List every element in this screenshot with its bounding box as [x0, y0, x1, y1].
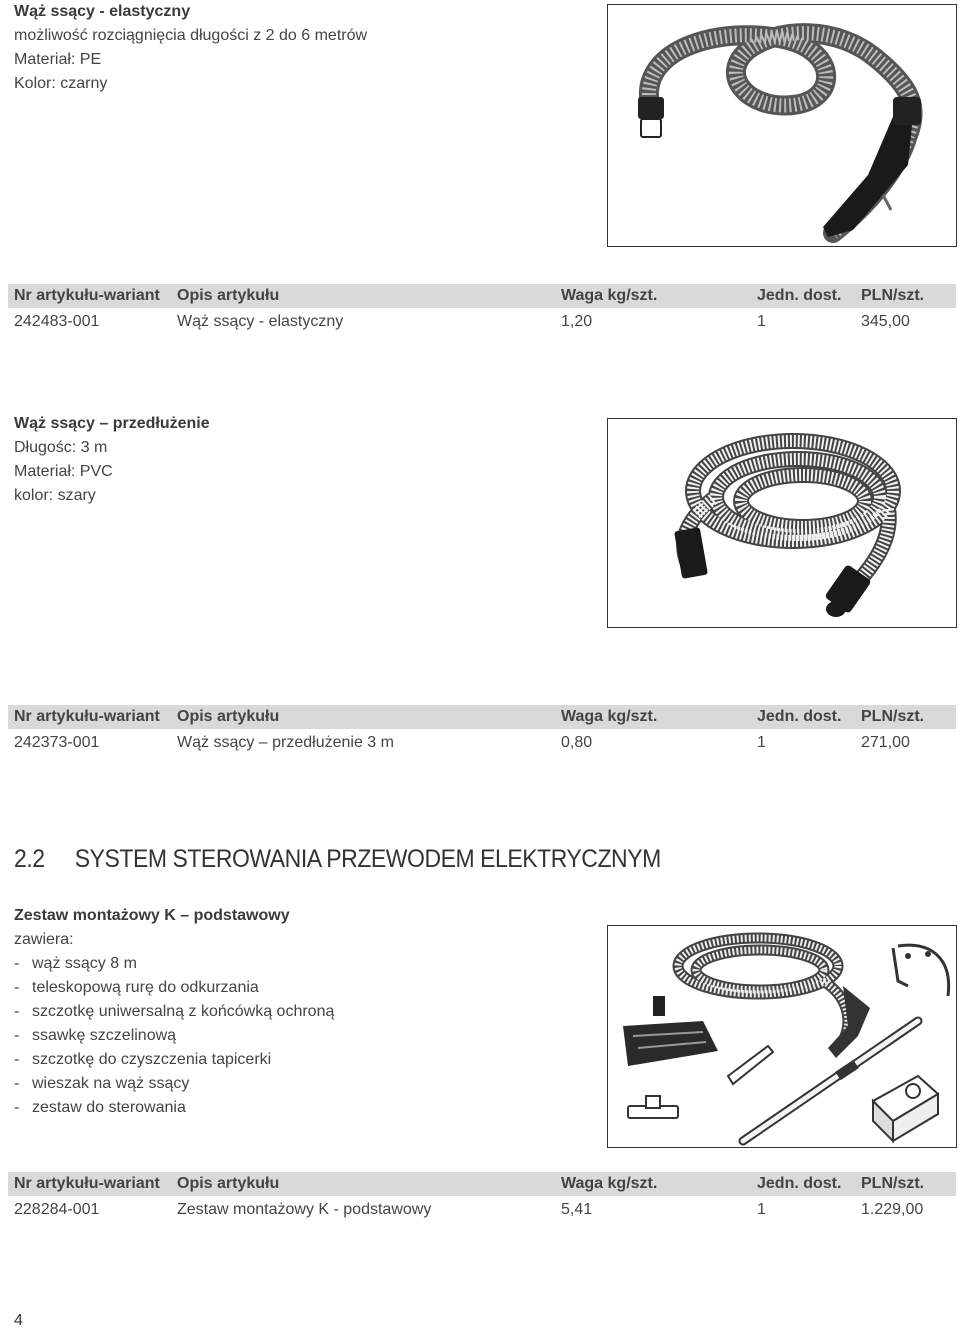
cell-description: Wąż ssący – przedłużenie 3 m — [177, 734, 394, 751]
product-detail-line: Materiał: PE — [14, 51, 102, 68]
page-number: 4 — [14, 1312, 23, 1329]
product-detail-line: Długośc: 3 m — [14, 439, 108, 456]
cell-weight: 1,20 — [561, 313, 593, 330]
cell-article-number: 242483-001 — [14, 313, 100, 330]
product-title: Wąż ssący – przedłużenie — [14, 415, 210, 432]
cell-unit: 1 — [757, 1201, 766, 1218]
cell-price: 1.229,00 — [861, 1201, 924, 1218]
header-weight: Waga kg/szt. — [561, 1175, 658, 1192]
cell-price: 271,00 — [861, 734, 910, 751]
section-heading — [14, 842, 661, 876]
cell-unit: 1 — [757, 313, 766, 330]
list-item: - szczotkę do czyszczenia tapicerki — [14, 1048, 574, 1072]
header-description: Opis artykułu — [177, 1175, 280, 1192]
product-description — [14, 904, 574, 1120]
cell-article-number: 228284-001 — [14, 1201, 100, 1218]
section-title: SYSTEM STEROWANIA PRZEWODEM ELEKTRYCZNYM — [74, 845, 661, 873]
cell-weight: 5,41 — [561, 1201, 593, 1218]
list-item: - wieszak na wąż ssący — [14, 1072, 574, 1096]
table-header — [8, 284, 956, 308]
product-description — [14, 412, 574, 508]
header-price: PLN/szt. — [861, 287, 925, 304]
header-article-number: Nr artykułu-wariant — [14, 1175, 160, 1192]
list-item: - teleskopową rurę do odkurzania — [14, 976, 574, 1000]
list-item: - wąż ssący 8 m — [14, 952, 574, 976]
list-item: - ssawkę szczelinową — [14, 1024, 574, 1048]
product-detail-line: zawiera: — [14, 931, 74, 948]
kit-contents-list — [14, 952, 574, 1120]
cell-description: Zestaw montażowy K - podstawowy — [177, 1201, 432, 1218]
product-detail-line: możliwość rozciągnięcia długości z 2 do 6 metrów — [14, 27, 368, 44]
product-detail-line: Kolor: czarny — [14, 75, 108, 92]
header-weight: Waga kg/szt. — [561, 708, 658, 725]
header-price: PLN/szt. — [861, 1175, 925, 1192]
list-item: - szczotkę uniwersalną z końcówką ochroną — [14, 1000, 574, 1024]
product-description — [14, 0, 574, 96]
installation-kit-illustration — [608, 926, 956, 1147]
header-article-number: Nr artykułu-wariant — [14, 708, 160, 725]
table-header — [8, 705, 956, 729]
list-item: - zestaw do sterowania — [14, 1096, 574, 1120]
table-header — [8, 1172, 956, 1196]
header-unit: Jedn. dost. — [757, 287, 842, 304]
product-detail-line: kolor: szary — [14, 487, 96, 504]
cell-description: Wąż ssący - elastyczny — [177, 313, 344, 330]
cell-article-number: 242373-001 — [14, 734, 100, 751]
header-unit: Jedn. dost. — [757, 1175, 842, 1192]
cell-weight: 0,80 — [561, 734, 593, 751]
header-article-number: Nr artykułu-wariant — [14, 287, 160, 304]
cell-price: 345,00 — [861, 313, 910, 330]
header-price: PLN/szt. — [861, 708, 925, 725]
black-flexible-hose-illustration — [608, 5, 956, 246]
product-detail-line: Materiał: PVC — [14, 463, 113, 480]
product-image-frame — [607, 418, 957, 628]
header-unit: Jedn. dost. — [757, 708, 842, 725]
product-image-frame — [607, 925, 957, 1148]
product-title: Zestaw montażowy K – podstawowy — [14, 907, 290, 924]
grey-coiled-hose-illustration — [608, 419, 956, 627]
table-row — [8, 731, 956, 755]
header-description: Opis artykułu — [177, 287, 280, 304]
header-description: Opis artykułu — [177, 708, 280, 725]
product-image-frame — [607, 4, 957, 247]
table-row — [8, 310, 956, 334]
product-title: Wąż ssący - elastyczny — [14, 3, 191, 20]
table-row — [8, 1198, 956, 1222]
header-weight: Waga kg/szt. — [561, 287, 658, 304]
cell-unit: 1 — [757, 734, 766, 751]
section-number: 2.2 — [14, 845, 45, 873]
